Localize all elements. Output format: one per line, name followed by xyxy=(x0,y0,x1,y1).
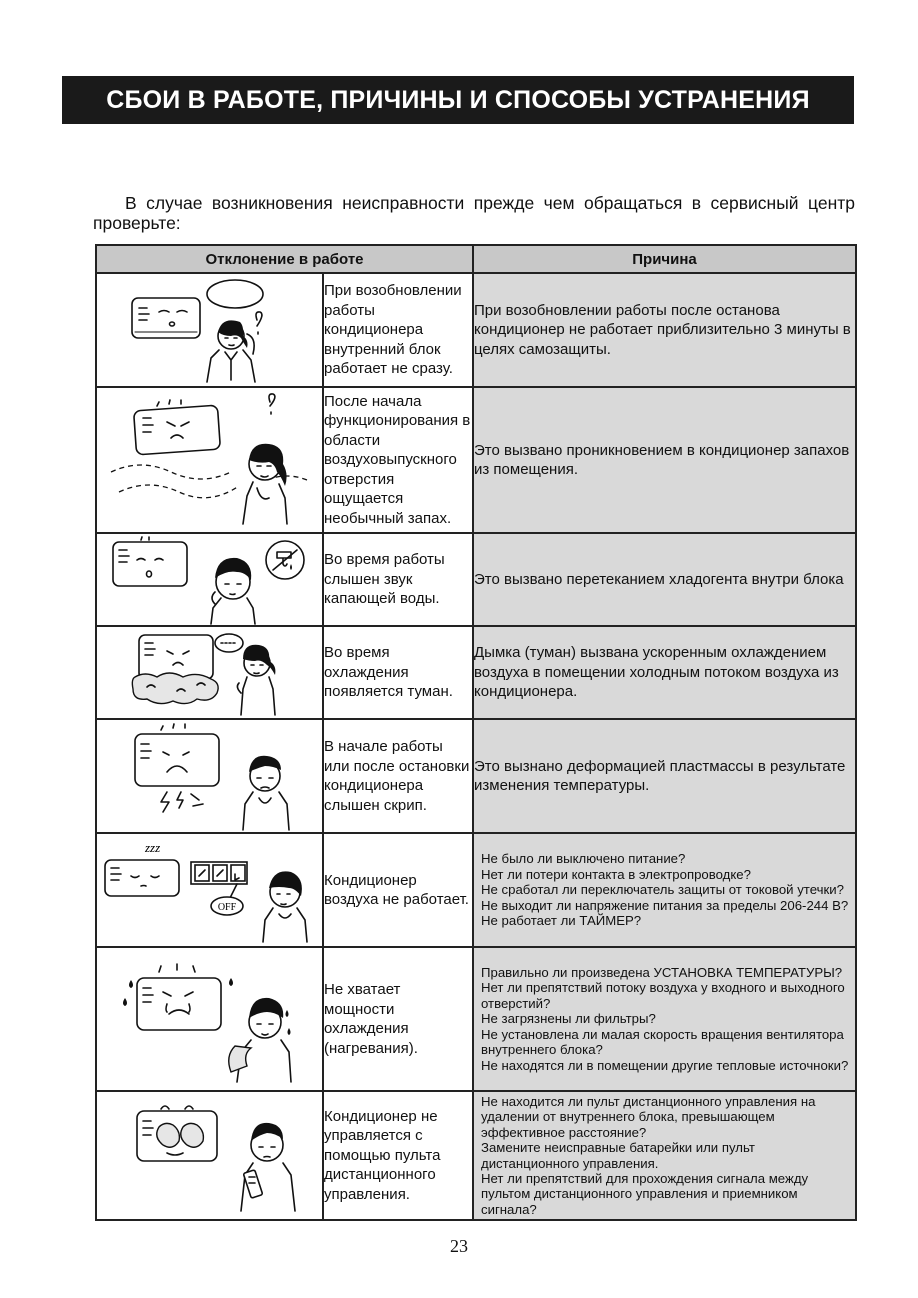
page-title: СБОИ В РАБОТЕ, ПРИЧИНЫ И СПОСОБЫ УСТРАНЕНИЯ xyxy=(62,76,854,124)
intro-text: В случае возникновения неисправности прежде чем обращаться в сервисный центр проверьте: xyxy=(93,193,855,233)
problem-text: Кондиционер не управляется с помощью пульта дистанционного управления. xyxy=(323,1091,473,1220)
problem-text: После начала функционирования в области воздуховыпускного отверстия ощущается необычный запах. xyxy=(323,387,473,533)
table-row xyxy=(96,273,856,387)
cause-line: Замените неисправные батарейки или пульт дистанционного управления. xyxy=(481,1140,755,1171)
illustration-ac-not-working xyxy=(96,833,323,947)
illustration-ac-restart xyxy=(96,273,323,387)
cause-text: Дымка (туман) вызвана ускоренным охлаждением воздуха в помещении холодным потоком воздуха из кондиционера. xyxy=(473,626,856,719)
troubleshooting-table xyxy=(95,244,857,1221)
cause-line: Не было ли выключено питание? xyxy=(481,851,686,867)
problem-text: Кондиционер воздуха не работает. xyxy=(323,833,473,947)
table-row xyxy=(96,1091,856,1220)
cause-line: Не выходит ли напряжение питания за пределы 206-244 В? xyxy=(481,897,849,913)
cause-text: Это вызвано проникновением в кондиционер запахов из помещения. xyxy=(473,387,856,533)
problem-text: Не хватает мощности охлаждения (нагревания). xyxy=(323,947,473,1091)
cause-text xyxy=(473,833,856,947)
cause-line: Нет ли потери контакта в электропроводке? xyxy=(481,866,751,882)
illustration-ac-smell xyxy=(96,387,323,533)
cause-line: Не находятся ли в помещении другие тепловые источноки? xyxy=(481,1057,849,1073)
illustration-ac-remote xyxy=(96,1091,323,1220)
table-row xyxy=(96,833,856,947)
cause-text xyxy=(473,1091,856,1220)
cause-line: Нет ли препятствий для прохождения сигнала между пультом дистанционного управления и приемником сигнала? xyxy=(481,1171,809,1217)
cause-line: Не установлена ли малая скорость вращения вентилятора внутреннего блока? xyxy=(481,1026,844,1058)
illustration-ac-creak xyxy=(96,719,323,833)
problem-text: При возобновлении работы кондиционера внутренний блок работает не сразу. xyxy=(323,273,473,387)
cause-line: Не сработал ли переключатель защиты от токовой утечки? xyxy=(481,882,844,898)
table-row xyxy=(96,947,856,1091)
illustration-ac-low-power xyxy=(96,947,323,1091)
off-switch-label: OFF xyxy=(217,902,237,913)
problem-text: Во время охлаждения появляется туман. xyxy=(323,626,473,719)
cause-line: Нет ли препятствий потоку воздуха у входного и выходного отверстий? xyxy=(481,980,845,1011)
page-number: 23 xyxy=(450,1236,468,1256)
problem-text: Во время работы слышен звук капающей воды. xyxy=(323,533,473,626)
table-row xyxy=(96,387,856,533)
table-header-row xyxy=(96,245,856,273)
header-cause: Причина xyxy=(473,245,856,273)
header-problem: Отклонение в работе xyxy=(96,245,473,273)
table-row xyxy=(96,719,856,833)
table-row xyxy=(96,626,856,719)
cause-line: Правильно ли произведена УСТАНОВКА ТЕМПЕРАТУРЫ? xyxy=(481,965,843,981)
cause-line: Не работает ли ТАЙМЕР? xyxy=(481,913,642,929)
zzz-text: zzz xyxy=(145,840,161,855)
cause-text xyxy=(473,947,856,1091)
cause-line: Не загрязнены ли фильтры? xyxy=(481,1011,656,1027)
illustration-ac-mist xyxy=(96,626,323,719)
cause-text: Это вызвано перетеканием хладогента внутри блока xyxy=(473,533,856,626)
cause-line: Не находится ли пульт дистанционного управления на удалении от внутреннего блока, превышающем эффективное расстояние? xyxy=(481,1094,816,1140)
cause-text: При возобновлении работы после останова кондиционер не работает приблизительно 3 минуты в целях самозащиты. xyxy=(473,273,856,387)
illustration-ac-water-sound xyxy=(96,533,323,626)
cause-text: Это вызнано деформацией пластмассы в результате изменения температуры. xyxy=(473,719,856,833)
problem-text: В начале работы или после остановки кондиционера слышен скрип. xyxy=(323,719,473,833)
table-row xyxy=(96,533,856,626)
